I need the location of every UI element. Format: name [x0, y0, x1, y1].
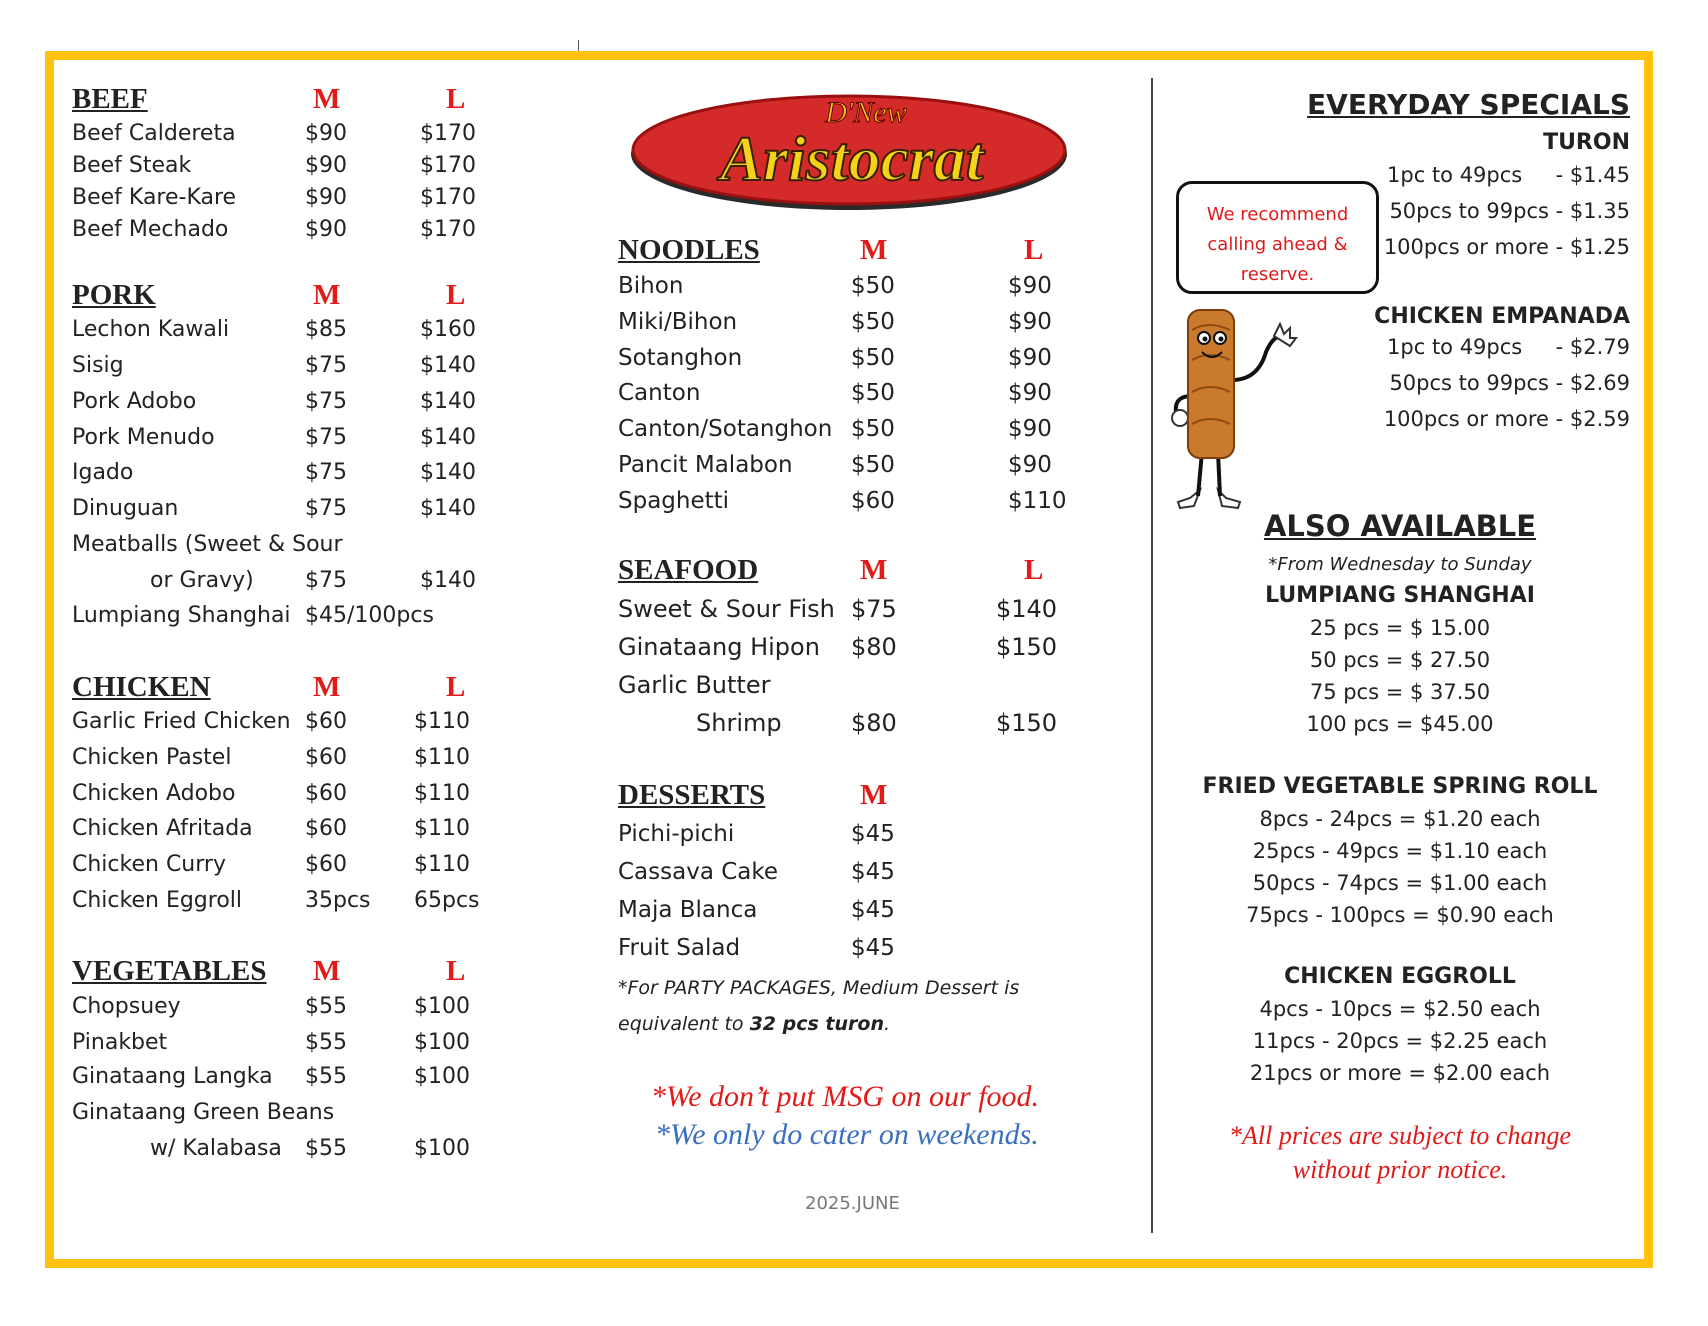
- recommend-bubble: [1176, 181, 1379, 294]
- menu-item-price-l: $170: [420, 217, 476, 242]
- menu-item-price-l: $100: [414, 1064, 470, 1089]
- menu-item-name: Sisig: [72, 353, 124, 378]
- turon-price: 50pcs to 99pcs - $1.35: [1389, 199, 1630, 223]
- menu-item-price-m: $90: [305, 153, 347, 178]
- menu-item-name: Beef Mechado: [72, 217, 229, 242]
- menu-item-price-m: $55: [305, 1030, 347, 1055]
- menu-item-price-l: $150: [996, 633, 1058, 661]
- beef-l-header: L: [446, 83, 466, 115]
- menu-item-price-l: $100: [414, 1030, 470, 1055]
- menu-item-price-m: $50: [851, 416, 895, 442]
- party-note-line-2: equivalent to 32 pcs turon.: [618, 1013, 891, 1035]
- turon-price: 100pcs or more - $1.25: [1383, 235, 1630, 259]
- menu-item-price-m: $90: [305, 217, 347, 242]
- price-disclaimer-line-2: without prior notice.: [1292, 1155, 1508, 1184]
- date-stamp: 2025.JUNE: [805, 1193, 900, 1214]
- menu-item-price-l: $110: [414, 852, 470, 877]
- menu-item-price-l: $140: [420, 389, 476, 414]
- menu-item-name: Chicken Eggroll: [72, 888, 243, 913]
- eggroll-mascot-icon: [1162, 300, 1302, 512]
- menu-item-price-m: $50: [851, 345, 895, 371]
- spring-roll-price: 75pcs - 100pcs = $0.90 each: [1246, 903, 1554, 927]
- menu-item-price-l: $90: [1008, 345, 1052, 371]
- eggroll-price: 21pcs or more = $2.00 each: [1249, 1061, 1551, 1085]
- menu-item-name: Pancit Malabon: [618, 452, 793, 478]
- menu-item-name: Garlic Fried Chicken: [72, 709, 291, 734]
- menu-item-price-m: $55: [305, 1136, 347, 1161]
- msg-note: *We don’t put MSG on our food.: [651, 1080, 1040, 1113]
- menu-item-price-l: $140: [420, 460, 476, 485]
- menu-item-price-m: $75: [305, 568, 347, 593]
- menu-item-price-m: $60: [305, 781, 347, 806]
- menu-item-name: Lumpiang Shanghai: [72, 603, 291, 628]
- menu-item-name: Lechon Kawali: [72, 317, 230, 342]
- noodles-l-header: L: [1024, 234, 1044, 266]
- menu-item-name: Meatballs (Sweet & Sour: [72, 532, 343, 557]
- menu-item-price-m: $50: [851, 452, 895, 478]
- menu-item-price-l: $90: [1008, 309, 1052, 335]
- menu-item-price-l: $170: [420, 121, 476, 146]
- spring-roll-heading: FRIED VEGETABLE SPRING ROLL: [1202, 774, 1598, 799]
- eggroll-price: 4pcs - 10pcs = $2.50 each: [1259, 997, 1541, 1021]
- menu-item-name: Fruit Salad: [618, 935, 741, 961]
- menu-item-name-cont: w/ Kalabasa: [150, 1136, 282, 1161]
- menu-item-price-l: $100: [414, 994, 470, 1019]
- menu-item-price-m: $75: [305, 353, 347, 378]
- menu-item-name: Garlic Butter: [618, 671, 771, 699]
- menu-item-price-l: $140: [420, 353, 476, 378]
- bubble-line: We recommend: [1206, 204, 1349, 225]
- menu-item-price-m: $45: [851, 821, 895, 847]
- menu-item-name: Igado: [72, 460, 134, 485]
- menu-item-price-m: $55: [305, 994, 347, 1019]
- lumpia-price: 75 pcs = $ 37.50: [1309, 680, 1491, 704]
- vegetables-heading: VEGETABLES: [72, 955, 267, 987]
- menu-item-name: Ginataang Hipon: [618, 633, 820, 661]
- menu-item-price-m: $75: [305, 496, 347, 521]
- also-available-note: *From Wednesday to Sunday: [1268, 554, 1532, 575]
- menu-item-price-m: $90: [305, 121, 347, 146]
- specials-heading: EVERYDAY SPECIALS: [1307, 88, 1630, 121]
- pork-l-header: L: [446, 279, 466, 311]
- menu-item-name: Chicken Curry: [72, 852, 226, 877]
- menu-item-name: Chicken Afritada: [72, 816, 253, 841]
- turon-heading: TURON: [1543, 130, 1630, 155]
- menu-item-price-m: $45: [851, 859, 895, 885]
- logo: [626, 92, 1072, 216]
- bubble-line: reserve.: [1240, 264, 1315, 285]
- empanada-price: 100pcs or more - $2.59: [1383, 407, 1630, 431]
- noodles-heading: NOODLES: [618, 234, 760, 266]
- menu-item-name: Ginataang Langka: [72, 1064, 273, 1089]
- menu-item-price-m: $75: [305, 460, 347, 485]
- menu-item-price-m: $45/100pcs: [305, 603, 434, 628]
- menu-item-price-l: $110: [414, 781, 470, 806]
- menu-item-name: Beef Caldereta: [72, 121, 236, 146]
- menu-item-name: Pinakbet: [72, 1030, 168, 1055]
- empanada-price: 1pc to 49pcs - $2.79: [1387, 335, 1630, 359]
- spring-roll-price: 8pcs - 24pcs = $1.20 each: [1259, 807, 1541, 831]
- menu-item-price-m: $55: [305, 1064, 347, 1089]
- party-note-line-1: *For PARTY PACKAGES, Medium Dessert is: [618, 977, 1020, 999]
- cater-note: *We only do cater on weekends.: [655, 1118, 1039, 1151]
- empanada-price: 50pcs to 99pcs - $2.69: [1389, 371, 1630, 395]
- menu-item-price-m: $75: [305, 389, 347, 414]
- beef-heading: BEEF: [72, 83, 148, 115]
- menu-item-price-m: $60: [305, 852, 347, 877]
- pork-heading: PORK: [72, 279, 156, 311]
- menu-item-price-l: $100: [414, 1136, 470, 1161]
- lumpia-price: 25 pcs = $ 15.00: [1309, 616, 1491, 640]
- menu-item-price-m: $45: [851, 897, 895, 923]
- menu-item-name: Spaghetti: [618, 488, 730, 514]
- beef-m-header: M: [313, 83, 341, 115]
- menu-item-price-l: $110: [414, 816, 470, 841]
- chicken-m-header: M: [313, 671, 341, 703]
- menu-item-price-l: $140: [420, 425, 476, 450]
- menu-item-price-m: $50: [851, 273, 895, 299]
- menu-item-price-l: $110: [414, 709, 470, 734]
- vegetables-l-header: L: [446, 955, 466, 987]
- menu-item-price-m: $80: [851, 633, 897, 661]
- menu-item-price-m: $75: [851, 595, 897, 623]
- menu-item-price-m: 35pcs: [305, 888, 371, 913]
- menu-item-price-l: $110: [1008, 488, 1067, 514]
- menu-item-price-m: $60: [305, 816, 347, 841]
- menu-item-price-l: $170: [420, 185, 476, 210]
- eggroll-heading: CHICKEN EGGROLL: [1284, 964, 1516, 989]
- menu-item-name: Maja Blanca: [618, 897, 758, 923]
- menu-item-name: Pichi-pichi: [618, 821, 735, 847]
- menu-item-price-l: $90: [1008, 380, 1052, 406]
- noodles-m-header: M: [860, 234, 888, 266]
- menu-item-name-cont: or Gravy): [150, 568, 254, 593]
- logo-top-text: D'New: [825, 96, 907, 129]
- menu-item-price-m: $90: [305, 185, 347, 210]
- menu-item-name: Chicken Pastel: [72, 745, 232, 770]
- menu-item-name: Pork Adobo: [72, 389, 197, 414]
- menu-item-name: Dinuguan: [72, 496, 179, 521]
- column-divider: [1151, 78, 1153, 1233]
- seafood-m-header: M: [860, 554, 888, 586]
- menu-item-name: Bihon: [618, 273, 684, 299]
- menu-item-price-l: $170: [420, 153, 476, 178]
- lumpia-price: 50 pcs = $ 27.50: [1309, 648, 1491, 672]
- price-disclaimer-line-1: *All prices are subject to change: [1228, 1121, 1571, 1150]
- spring-roll-price: 50pcs - 74pcs = $1.00 each: [1252, 871, 1548, 895]
- empanada-heading: CHICKEN EMPANADA: [1374, 304, 1630, 329]
- menu-item-name: Miki/Bihon: [618, 309, 738, 335]
- menu-item-price-m: $50: [851, 309, 895, 335]
- menu-item-price-l: $140: [996, 595, 1058, 623]
- menu-item-name-cont: Shrimp: [696, 709, 782, 737]
- menu-item-price-m: $80: [851, 709, 897, 737]
- lumpia-heading: LUMPIANG SHANGHAI: [1265, 583, 1535, 608]
- menu-item-price-l: $140: [420, 568, 476, 593]
- menu-item-price-m: $60: [851, 488, 895, 514]
- turon-price: 1pc to 49pcs - $1.45: [1387, 163, 1630, 187]
- menu-item-price-m: $60: [305, 709, 347, 734]
- seafood-l-header: L: [1024, 554, 1044, 586]
- menu-item-price-l: $140: [420, 496, 476, 521]
- menu-item-price-l: $90: [1008, 416, 1052, 442]
- chicken-l-header: L: [446, 671, 466, 703]
- menu-item-name: Sotanghon: [618, 345, 743, 371]
- menu-item-price-l: $150: [996, 709, 1058, 737]
- menu-item-price-m: $45: [851, 935, 895, 961]
- menu-item-price-m: $60: [305, 745, 347, 770]
- menu-item-name: Canton/Sotanghon: [618, 416, 833, 442]
- desserts-heading: DESSERTS: [618, 779, 766, 811]
- desserts-m-header: M: [860, 779, 888, 811]
- menu-item-price-m: $75: [305, 425, 347, 450]
- menu-item-name: Beef Steak: [72, 153, 192, 178]
- menu-item-name: Beef Kare-Kare: [72, 185, 237, 210]
- menu-item-price-l: $90: [1008, 452, 1052, 478]
- menu-item-name: Canton: [618, 380, 701, 406]
- menu-item-price-l: $160: [420, 317, 476, 342]
- bubble-line: calling ahead &: [1207, 234, 1348, 255]
- party-note-emphasis: 32 pcs turon: [749, 1013, 884, 1035]
- lumpia-price: 100 pcs = $45.00: [1306, 712, 1494, 736]
- menu-item-name: Chopsuey: [72, 994, 181, 1019]
- vegetables-m-header: M: [313, 955, 341, 987]
- menu-item-name: Ginataang Green Beans: [72, 1100, 335, 1125]
- menu-item-price-m: $85: [305, 317, 347, 342]
- logo-main-text: Aristocrat: [720, 123, 984, 194]
- menu-item-price-l: $110: [414, 745, 470, 770]
- menu-item-name: Pork Menudo: [72, 425, 215, 450]
- menu-item-name: Chicken Adobo: [72, 781, 236, 806]
- also-available-heading: ALSO AVAILABLE: [1263, 509, 1537, 543]
- menu-item-name: Cassava Cake: [618, 859, 779, 885]
- chicken-heading: CHICKEN: [72, 671, 211, 703]
- seafood-heading: SEAFOOD: [618, 554, 759, 586]
- menu-item-price-l: $90: [1008, 273, 1052, 299]
- eggroll-price: 11pcs - 20pcs = $2.25 each: [1252, 1029, 1548, 1053]
- menu-item-price-l: 65pcs: [414, 888, 480, 913]
- menu-item-price-m: $50: [851, 380, 895, 406]
- menu-item-name: Sweet & Sour Fish: [618, 595, 835, 623]
- pork-m-header: M: [313, 279, 341, 311]
- spring-roll-price: 25pcs - 49pcs = $1.10 each: [1252, 839, 1548, 863]
